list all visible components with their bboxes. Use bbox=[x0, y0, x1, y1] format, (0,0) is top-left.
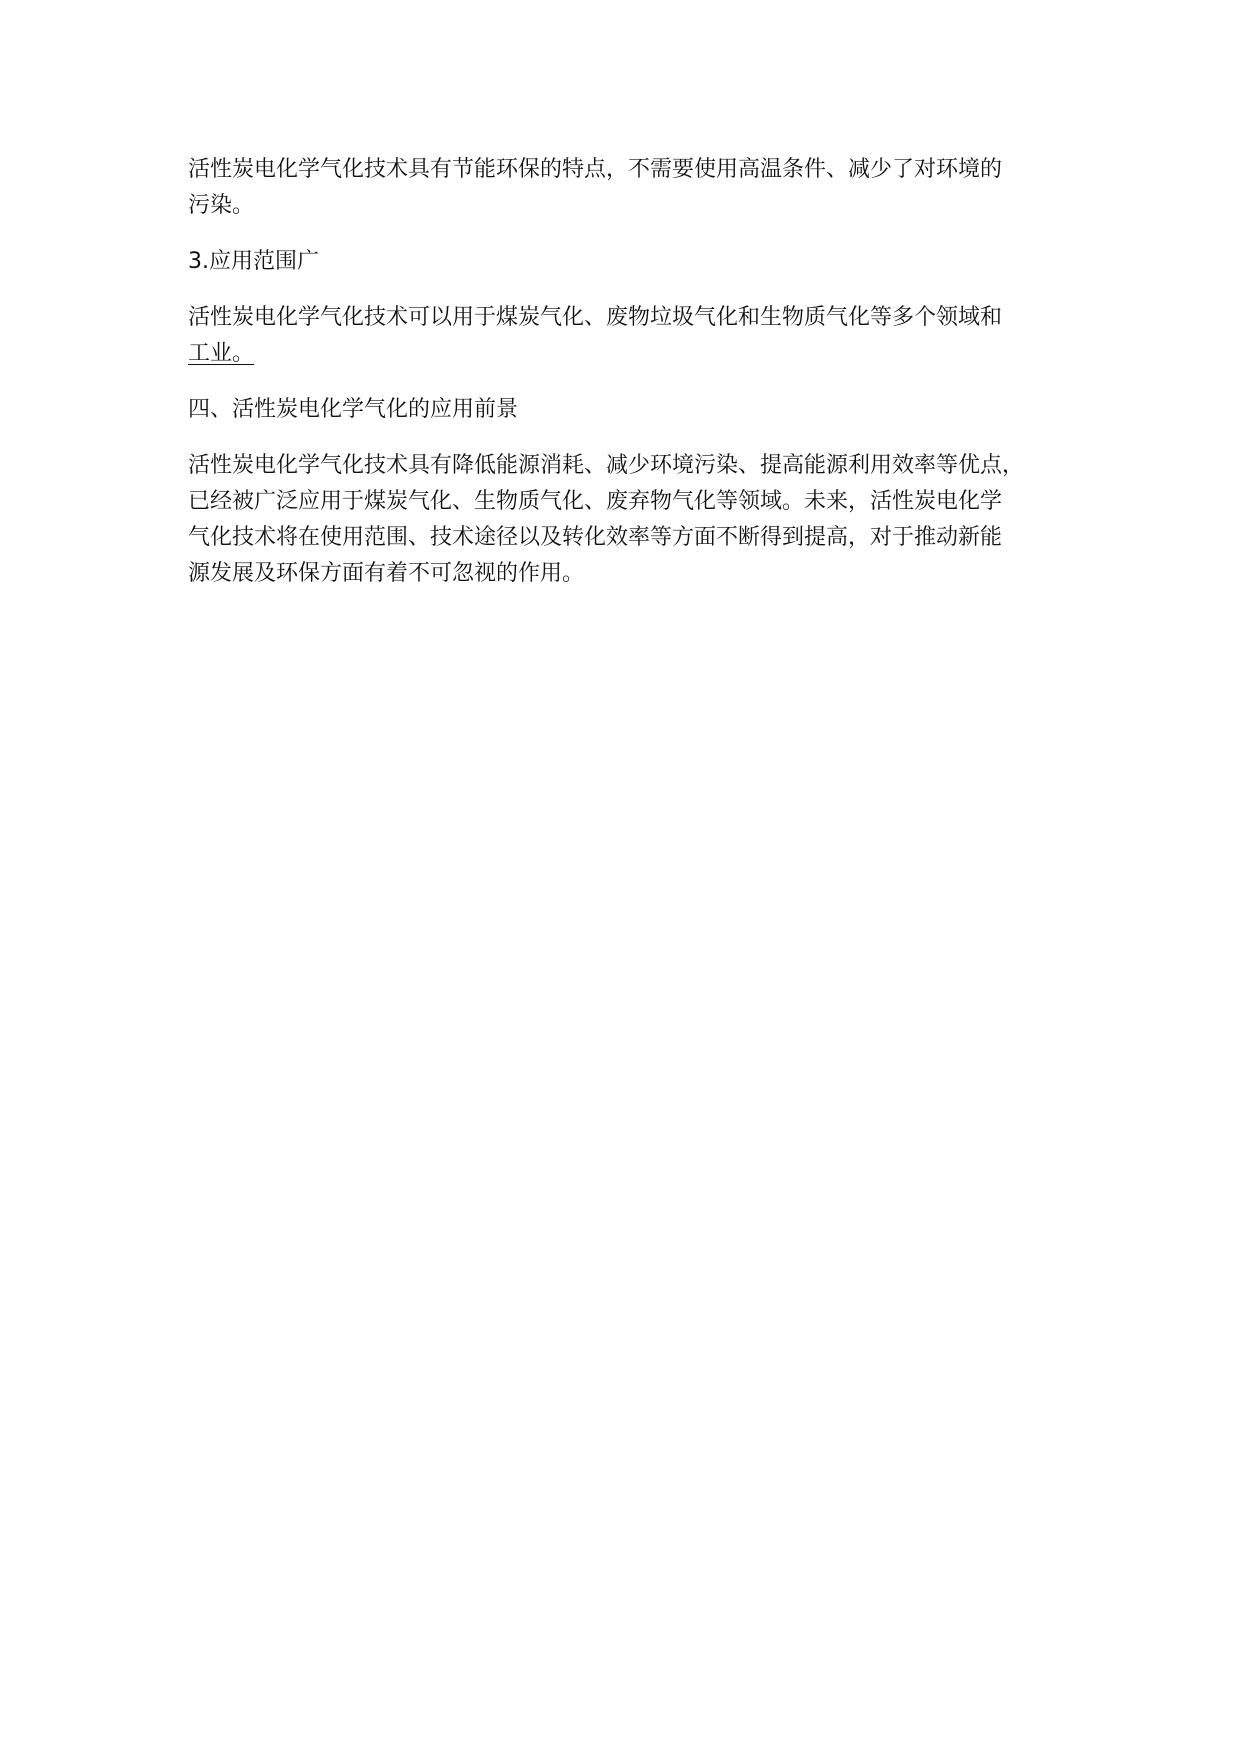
heading-text: 3.应用范围广 bbox=[188, 249, 319, 274]
paragraph-line: 污染。 bbox=[188, 193, 255, 218]
underlined-text: 工业。 bbox=[188, 341, 255, 366]
paragraph-environmental bbox=[188, 152, 1088, 224]
paragraph-line-wrapper bbox=[188, 336, 1088, 372]
heading-text: 四、活性炭电化学气化的应用前景 bbox=[188, 397, 519, 422]
section-heading-prospects bbox=[188, 392, 1088, 428]
paragraph-line: 气化技术将在使用范围、技术途径以及转化效率等方面不断得到提高，对于推动新能 bbox=[188, 525, 1003, 550]
paragraph-line: 活性炭电化学气化技术具有节能环保的特点，不需要使用高温条件、减少了对环境的 bbox=[188, 157, 1003, 182]
document-body bbox=[188, 152, 1088, 612]
paragraph-application-fields bbox=[188, 300, 1088, 372]
paragraph-line: 活性炭电化学气化技术具有降低能源消耗、减少环境污染、提高能源利用效率等优点， bbox=[188, 453, 1025, 478]
paragraph-line: 活性炭电化学气化技术可以用于煤炭气化、废物垃圾气化和生物质气化等多个领域和 bbox=[188, 305, 1003, 330]
paragraph-prospects bbox=[188, 448, 1088, 592]
section-heading-wide-application bbox=[188, 244, 1088, 280]
paragraph-line: 已经被广泛应用于煤炭气化、生物质气化、废弃物气化等领域。未来，活性炭电化学 bbox=[188, 489, 1003, 514]
paragraph-line: 源发展及环保方面有着不可忽视的作用。 bbox=[188, 561, 585, 586]
